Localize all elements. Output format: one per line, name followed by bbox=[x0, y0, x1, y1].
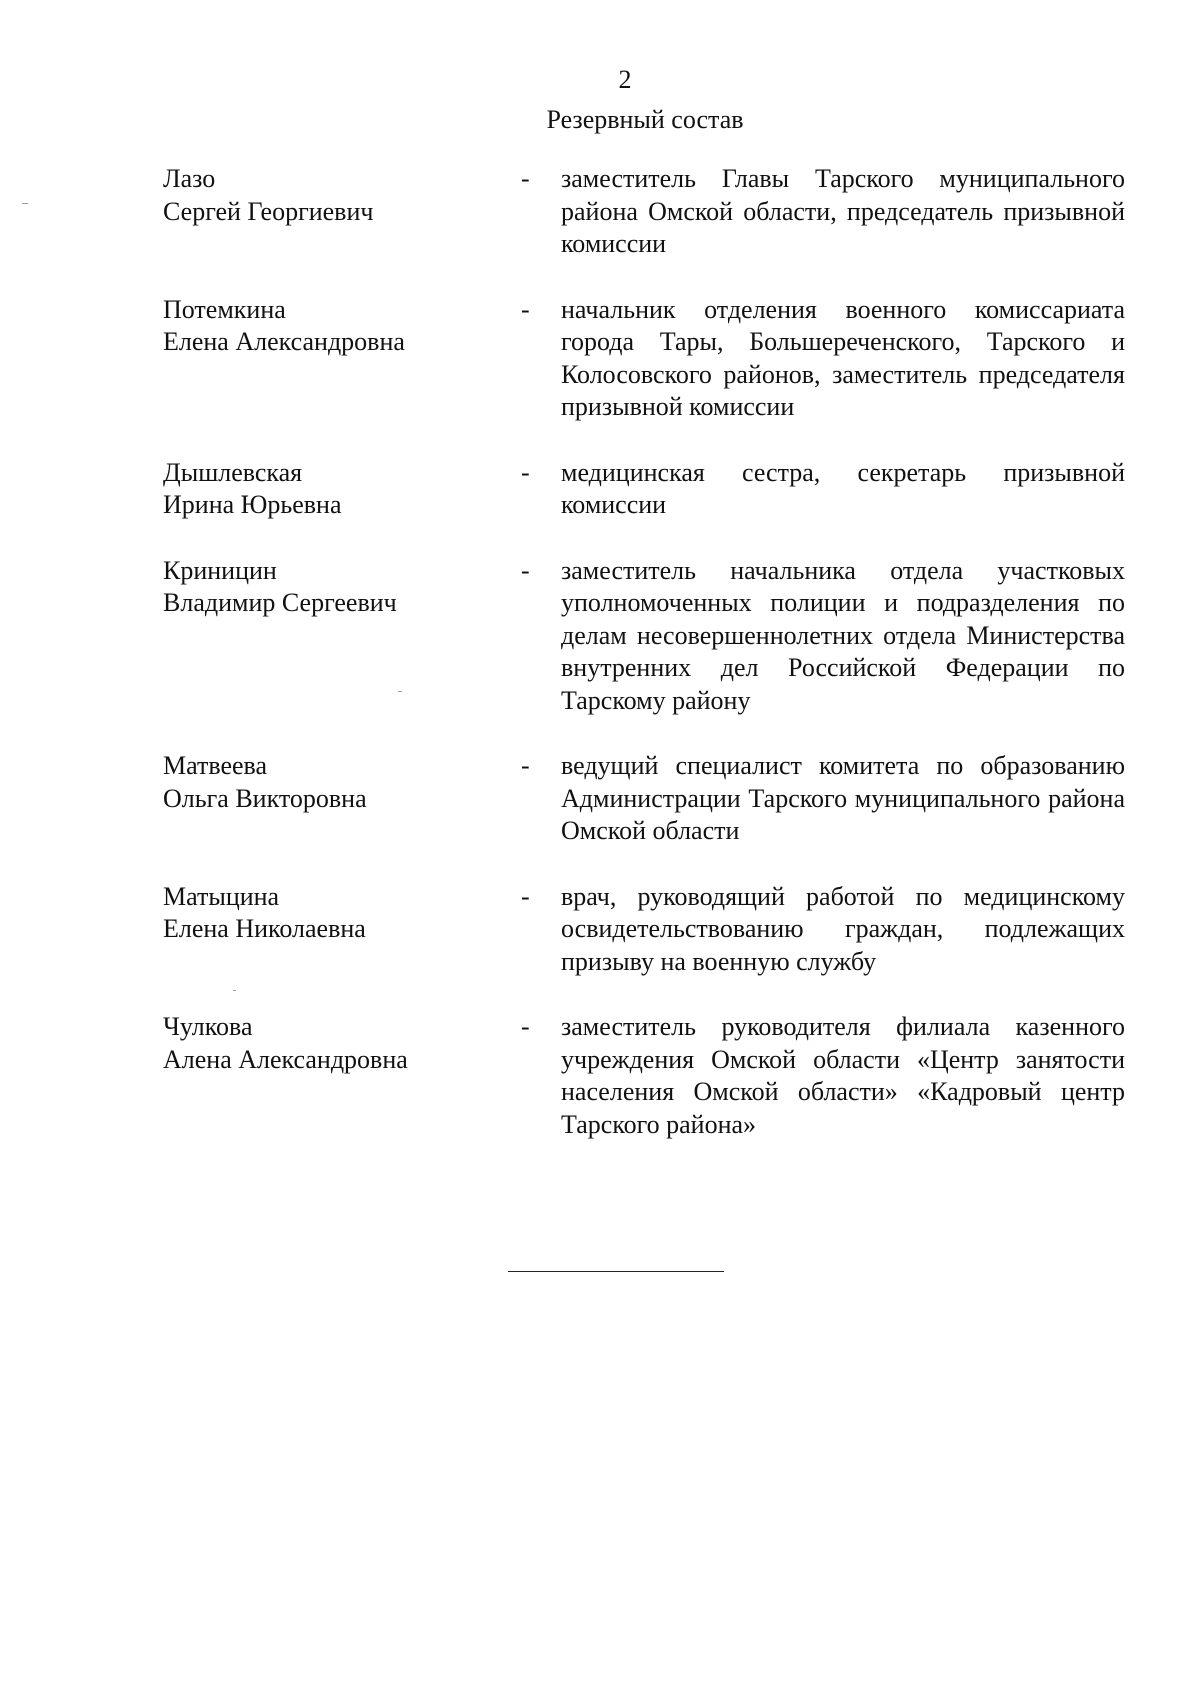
member-entry bbox=[163, 750, 1125, 848]
scan-speck bbox=[22, 203, 28, 204]
page-number: 2 bbox=[618, 65, 632, 94]
member-dash: - bbox=[521, 555, 530, 585]
member-name bbox=[163, 163, 519, 228]
member-given-name: Елена Николаевна bbox=[163, 914, 366, 943]
member-name bbox=[163, 555, 519, 620]
member-given-name: Елена Александровна bbox=[163, 327, 405, 356]
section-title: Резервный состав bbox=[546, 105, 744, 134]
member-role: начальник отделения военного комиссариата города Тары, Большереченского, Тарского и Колосовского районов, заместитель председателя призывной комиссии bbox=[561, 294, 1125, 421]
member-name bbox=[163, 294, 519, 359]
member-role: ведущий специалист комитета по образованию Администрации Тарского муниципального района Омской области bbox=[561, 751, 1125, 845]
member-surname: Матыцина bbox=[163, 881, 280, 911]
member-given-name: Владимир Сергеевич bbox=[163, 588, 397, 617]
member-entry bbox=[163, 555, 1125, 718]
member-name bbox=[163, 750, 519, 815]
scan-speck bbox=[398, 691, 402, 692]
member-role: заместитель руководителя филиала казенного учреждения Омской области «Центр занятости населения Омской области» «Кадровый центр Тарского района» bbox=[561, 1012, 1125, 1139]
member-dash: - bbox=[521, 751, 530, 780]
member-entry bbox=[163, 294, 1125, 424]
member-given-name: Ирина Юрьевна bbox=[163, 490, 342, 519]
member-name bbox=[163, 881, 519, 946]
member-surname: Криницин bbox=[163, 555, 277, 585]
member-dash: - bbox=[521, 164, 530, 193]
member-entry bbox=[163, 1011, 1125, 1141]
member-dash: - bbox=[521, 881, 530, 911]
member-entry bbox=[163, 457, 1125, 522]
member-role: медицинская сестра, секретарь призывной комиссии bbox=[561, 457, 1125, 519]
member-name bbox=[163, 457, 519, 522]
member-given-name: Ольга Викторовна bbox=[163, 783, 367, 813]
member-surname: Чулкова bbox=[163, 1012, 253, 1041]
member-role: заместитель начальника отдела участковых уполномоченных полиции и подразделения по делам несовершеннолетних отдела Министерства внутренних дел Российской Федерации по Тарскому району bbox=[561, 555, 1125, 715]
members-list bbox=[163, 163, 1125, 1141]
member-entry bbox=[163, 163, 1125, 261]
member-given-name: Алена Александровна bbox=[163, 1044, 408, 1074]
member-given-name: Сергей Георгиевич bbox=[163, 196, 374, 226]
member-surname: Потемкина bbox=[163, 294, 286, 324]
member-dash: - bbox=[521, 294, 530, 324]
member-role: врач, руководящий работой по медицинскому освидетельствованию граждан, подлежащих призыву на военную службу bbox=[561, 881, 1125, 976]
member-dash: - bbox=[521, 457, 530, 487]
member-dash: - bbox=[521, 1012, 530, 1041]
member-surname: Матвеева bbox=[163, 751, 268, 780]
member-entry bbox=[163, 881, 1125, 979]
member-surname: Лазо bbox=[163, 164, 216, 193]
member-role: заместитель Главы Тарского муниципального района Омской области, председатель призывной комиссии bbox=[561, 164, 1125, 258]
closing-divider bbox=[508, 1271, 724, 1272]
member-surname: Дышлевская bbox=[163, 457, 303, 487]
member-name bbox=[163, 1011, 519, 1076]
scan-speck bbox=[233, 990, 236, 991]
